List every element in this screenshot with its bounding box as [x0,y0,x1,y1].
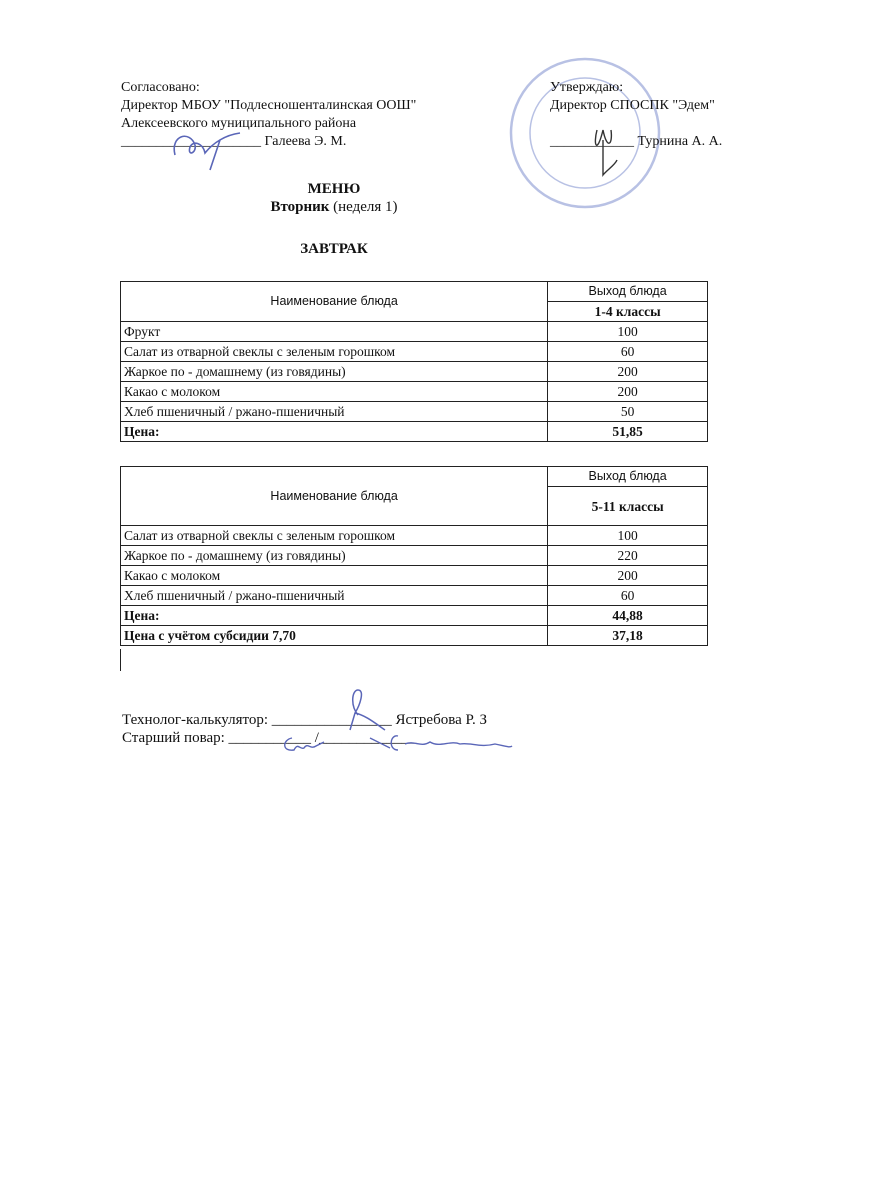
menu-table-grades-1-4 [120,281,708,442]
approval-left-district: Алексеевского муниципального района [121,116,357,131]
menu-title: МЕНЮ [307,181,361,197]
col-header-dish: Наименование блюда [121,282,548,322]
technologist-row: Технолог-калькулятор: ________________ Ястребова Р. З [122,712,487,728]
subsidy-price-row: Цена с учётом субсидии 7,70 37,18 [121,626,708,646]
approval-right [550,79,722,151]
group-header: 5-11 классы [548,487,708,526]
approval-right-heading: Утверждаю: [550,80,624,95]
table-row: Салат из отварной свеклы с зеленым горошком 60 [121,342,708,362]
price-row: Цена: 44,88 [121,606,708,626]
signature-turnina [585,120,625,180]
table-row: Хлеб пшеничный / ржано-пшеничный 60 [121,586,708,606]
menu-table-grades-5-11 [120,466,708,646]
signature-technologist [330,685,390,735]
approval-left-heading: Согласовано: [121,80,200,95]
menu-day: Вторник (неделя 1) [270,199,398,215]
cook-row: Старший повар: ___________ /_____________ [122,730,417,746]
group-header: 1-4 классы [548,302,708,322]
table-row: Жаркое по - домашнему (из говядины) 220 [121,546,708,566]
table-row: Какао с молоком 200 [121,382,708,402]
signature-galeeva [165,125,250,175]
technologist-name: Ястребова Р. З [395,712,487,728]
approval-left-position: Директор МБОУ "Подлесношенталинская ООШ" [121,98,417,113]
table-row: Жаркое по - домашнему (из говядины) 200 [121,362,708,382]
signature-cook [280,730,520,760]
table-row: Салат из отварной свеклы с зеленым горошком 100 [121,526,708,546]
price-row: Цена: 51,85 [121,422,708,442]
table-row: Фрукт 100 [121,322,708,342]
col-header-output: Выход блюда [548,467,708,487]
table-row: Хлеб пшеничный / ржано-пшеничный 50 [121,402,708,422]
approval-right-position: Директор СПОСПК "Эдем" [550,98,715,113]
approval-left-name: Галеева Э. М. [264,134,347,149]
table-row: Какао с молоком 200 [121,566,708,586]
approval-right-signature-row: ____________ Турнина А. А. [550,134,723,149]
approval-right-name: Турнина А. А. [637,134,723,149]
meal-title: ЗАВТРАК [300,241,368,257]
table-border-fragment [120,649,121,671]
col-header-dish: Наименование блюда [121,467,548,526]
approval-left-signature-row: ____________________ Галеева Э. М. [121,134,347,149]
col-header-output: Выход блюда [548,282,708,302]
